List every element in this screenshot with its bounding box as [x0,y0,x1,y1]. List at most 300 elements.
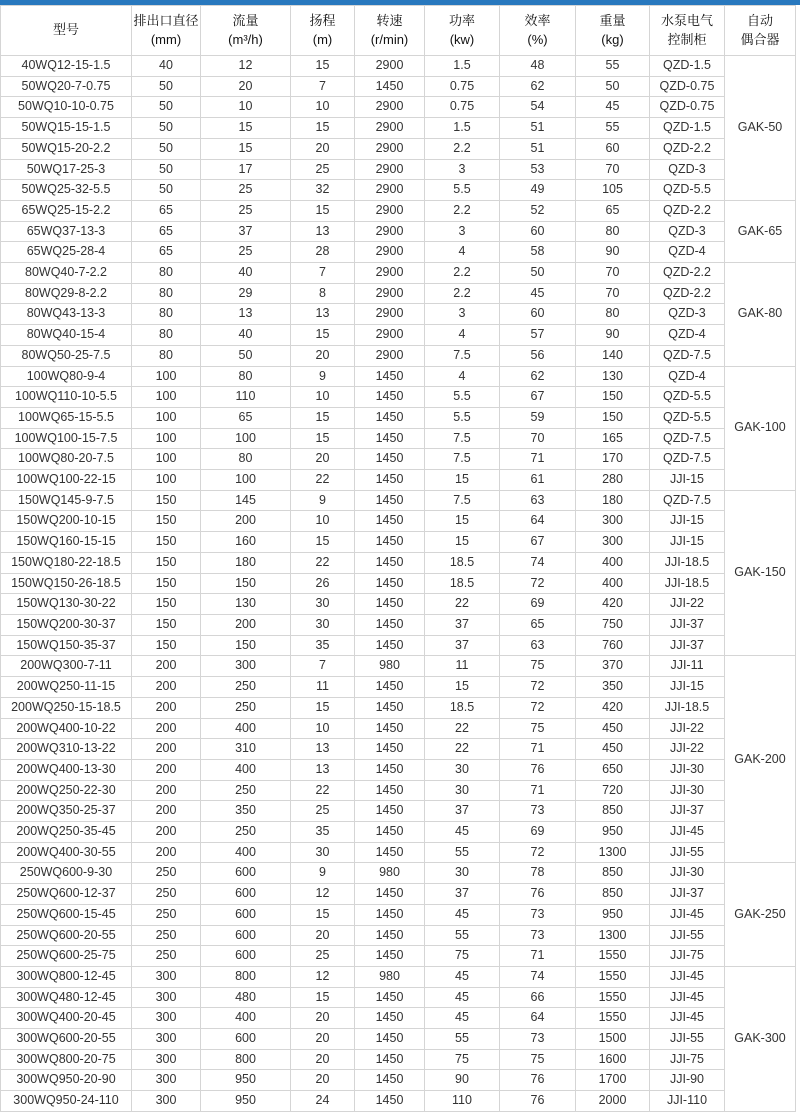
cell-outlet-diameter: 200 [132,697,201,718]
cell-speed: 1450 [355,780,425,801]
cell-power: 3 [425,304,500,325]
cell-model: 300WQ400-20-45 [1,1008,132,1029]
cell-power: 55 [425,842,500,863]
cell-control-cabinet: JJI-22 [650,739,725,760]
cell-model: 200WQ350-25-37 [1,801,132,822]
cell-model: 80WQ43-13-3 [1,304,132,325]
cell-power: 4 [425,325,500,346]
cell-head: 11 [291,677,355,698]
cell-speed: 1450 [355,904,425,925]
cell-flow: 250 [201,780,291,801]
cell-outlet-diameter: 100 [132,387,201,408]
cell-efficiency: 51 [500,138,576,159]
cell-flow: 130 [201,594,291,615]
cell-power: 3 [425,221,500,242]
cell-control-cabinet: QZD-3 [650,304,725,325]
cell-efficiency: 72 [500,697,576,718]
cell-efficiency: 73 [500,1029,576,1050]
cell-head: 13 [291,739,355,760]
col-header-weight [576,6,650,56]
cell-control-cabinet: JJI-30 [650,780,725,801]
cell-speed: 1450 [355,1008,425,1029]
cell-power: 18.5 [425,697,500,718]
cell-efficiency: 50 [500,263,576,284]
cell-head: 10 [291,511,355,532]
cell-control-cabinet: QZD-3 [650,221,725,242]
cell-speed: 980 [355,656,425,677]
cell-speed: 1450 [355,552,425,573]
cell-model: 200WQ400-30-55 [1,842,132,863]
cell-head: 13 [291,221,355,242]
cell-weight: 80 [576,221,650,242]
cell-head: 22 [291,780,355,801]
cell-head: 28 [291,242,355,263]
cell-power: 11 [425,656,500,677]
cell-model: 80WQ40-7-2.2 [1,263,132,284]
cell-efficiency: 69 [500,594,576,615]
cell-efficiency: 71 [500,739,576,760]
table-row [1,118,796,139]
cell-efficiency: 54 [500,97,576,118]
cell-flow: 29 [201,283,291,304]
cell-flow: 600 [201,863,291,884]
cell-efficiency: 49 [500,180,576,201]
cell-power: 30 [425,780,500,801]
cell-speed: 2900 [355,263,425,284]
cell-weight: 350 [576,677,650,698]
cell-power: 90 [425,1070,500,1091]
cell-outlet-diameter: 50 [132,118,201,139]
col-header-outlet-diameter-unit: (mm) [150,31,182,47]
cell-power: 1.5 [425,56,500,77]
cell-speed: 1450 [355,718,425,739]
cell-power: 45 [425,1008,500,1029]
table-row [1,1008,796,1029]
cell-speed: 1450 [355,573,425,594]
cell-weight: 150 [576,387,650,408]
cell-efficiency: 71 [500,946,576,967]
cell-weight: 650 [576,759,650,780]
cell-model: 150WQ150-26-18.5 [1,573,132,594]
cell-outlet-diameter: 150 [132,635,201,656]
cell-efficiency: 56 [500,345,576,366]
cell-weight: 1600 [576,1049,650,1070]
cell-speed: 1450 [355,739,425,760]
cell-efficiency: 65 [500,614,576,635]
cell-outlet-diameter: 200 [132,780,201,801]
cell-efficiency: 76 [500,759,576,780]
cell-weight: 165 [576,428,650,449]
cell-flow: 37 [201,221,291,242]
cell-outlet-diameter: 200 [132,739,201,760]
cell-flow: 480 [201,987,291,1008]
cell-head: 15 [291,904,355,925]
cell-flow: 150 [201,635,291,656]
cell-head: 30 [291,614,355,635]
cell-head: 7 [291,263,355,284]
cell-head: 15 [291,118,355,139]
cell-control-cabinet: QZD-2.2 [650,263,725,284]
cell-outlet-diameter: 300 [132,1029,201,1050]
cell-outlet-diameter: 300 [132,966,201,987]
cell-model: 100WQ100-15-7.5 [1,428,132,449]
table-row [1,635,796,656]
col-header-control-cabinet-unit: 控制柜 [667,31,707,47]
cell-outlet-diameter: 250 [132,925,201,946]
table-row [1,677,796,698]
table-row [1,925,796,946]
table-row [1,138,796,159]
cell-model: 200WQ400-13-30 [1,759,132,780]
cell-power: 30 [425,759,500,780]
cell-speed: 2900 [355,242,425,263]
cell-head: 30 [291,594,355,615]
cell-weight: 1300 [576,842,650,863]
cell-weight: 750 [576,614,650,635]
table-row [1,283,796,304]
cell-flow: 350 [201,801,291,822]
cell-control-cabinet: QZD-7.5 [650,490,725,511]
cell-head: 9 [291,490,355,511]
cell-speed: 1450 [355,1049,425,1070]
cell-control-cabinet: QZD-0.75 [650,76,725,97]
cell-flow: 25 [201,180,291,201]
cell-weight: 105 [576,180,650,201]
cell-coupler-group: GAK-65 [725,200,796,262]
cell-outlet-diameter: 300 [132,1091,201,1112]
cell-head: 20 [291,1008,355,1029]
cell-power: 7.5 [425,449,500,470]
cell-control-cabinet: QZD-4 [650,366,725,387]
cell-flow: 600 [201,925,291,946]
cell-power: 4 [425,242,500,263]
col-header-flow-unit: (m³/h) [228,31,263,47]
cell-efficiency: 72 [500,842,576,863]
cell-control-cabinet: JJI-75 [650,1049,725,1070]
cell-weight: 1550 [576,966,650,987]
cell-efficiency: 63 [500,635,576,656]
col-header-coupler [725,6,796,56]
cell-head: 15 [291,697,355,718]
cell-flow: 600 [201,946,291,967]
cell-flow: 250 [201,697,291,718]
cell-head: 15 [291,56,355,77]
cell-outlet-diameter: 100 [132,407,201,428]
cell-outlet-diameter: 80 [132,325,201,346]
cell-efficiency: 72 [500,677,576,698]
col-header-efficiency-unit: (%) [527,31,548,47]
cell-flow: 150 [201,573,291,594]
cell-model: 50WQ25-32-5.5 [1,180,132,201]
col-header-power [425,6,500,56]
cell-flow: 160 [201,532,291,553]
col-header-coupler-unit: 偶合器 [740,31,780,47]
cell-flow: 950 [201,1070,291,1091]
table-row [1,387,796,408]
cell-control-cabinet: QZD-7.5 [650,428,725,449]
cell-outlet-diameter: 150 [132,573,201,594]
cell-head: 15 [291,325,355,346]
cell-weight: 1550 [576,987,650,1008]
cell-control-cabinet: JJI-15 [650,532,725,553]
cell-control-cabinet: QZD-2.2 [650,138,725,159]
cell-speed: 1450 [355,884,425,905]
cell-speed: 1450 [355,801,425,822]
cell-control-cabinet: JJI-90 [650,1070,725,1091]
cell-efficiency: 53 [500,159,576,180]
cell-speed: 1450 [355,490,425,511]
cell-control-cabinet: JJI-45 [650,966,725,987]
cell-speed: 1450 [355,842,425,863]
cell-flow: 15 [201,138,291,159]
col-header-control-cabinet-label: 水泵电气 [660,13,713,29]
cell-power: 55 [425,1029,500,1050]
cell-head: 20 [291,345,355,366]
cell-efficiency: 45 [500,283,576,304]
cell-weight: 1300 [576,925,650,946]
cell-power: 37 [425,884,500,905]
col-header-coupler-label: 自动 [746,13,773,29]
cell-weight: 420 [576,594,650,615]
cell-head: 30 [291,842,355,863]
table-row [1,1049,796,1070]
cell-speed: 980 [355,966,425,987]
cell-flow: 15 [201,118,291,139]
cell-model: 100WQ65-15-5.5 [1,407,132,428]
table-row [1,718,796,739]
cell-power: 45 [425,987,500,1008]
cell-flow: 100 [201,470,291,491]
cell-speed: 1450 [355,76,425,97]
cell-weight: 760 [576,635,650,656]
cell-power: 2.2 [425,283,500,304]
table-row [1,180,796,201]
cell-speed: 2900 [355,180,425,201]
cell-weight: 850 [576,884,650,905]
table-row [1,656,796,677]
cell-flow: 310 [201,739,291,760]
cell-model: 150WQ160-15-15 [1,532,132,553]
table-row [1,1070,796,1091]
table-row [1,759,796,780]
cell-control-cabinet: JJI-37 [650,801,725,822]
cell-control-cabinet: QZD-3 [650,159,725,180]
cell-efficiency: 61 [500,470,576,491]
cell-outlet-diameter: 150 [132,552,201,573]
cell-model: 250WQ600-15-45 [1,904,132,925]
cell-outlet-diameter: 200 [132,822,201,843]
cell-model: 100WQ80-9-4 [1,366,132,387]
cell-efficiency: 67 [500,532,576,553]
cell-model: 50WQ17-25-3 [1,159,132,180]
cell-efficiency: 63 [500,490,576,511]
cell-weight: 150 [576,407,650,428]
cell-weight: 50 [576,76,650,97]
col-header-speed-unit: (r/min) [370,31,409,47]
cell-speed: 2900 [355,283,425,304]
col-header-head-label: 扬程 [309,13,336,29]
cell-control-cabinet: JJI-45 [650,904,725,925]
cell-efficiency: 62 [500,366,576,387]
cell-weight: 140 [576,345,650,366]
cell-control-cabinet: QZD-2.2 [650,200,725,221]
cell-efficiency: 75 [500,1049,576,1070]
cell-weight: 450 [576,739,650,760]
col-header-power-unit: (kw) [449,31,475,47]
cell-head: 26 [291,573,355,594]
table-header [1,6,796,56]
cell-speed: 1450 [355,635,425,656]
cell-model: 250WQ600-25-75 [1,946,132,967]
cell-speed: 1450 [355,366,425,387]
col-header-speed-label: 转速 [376,13,403,29]
cell-power: 22 [425,594,500,615]
table-row [1,366,796,387]
cell-speed: 1450 [355,1029,425,1050]
cell-efficiency: 74 [500,552,576,573]
cell-speed: 1450 [355,1091,425,1112]
cell-model: 200WQ250-35-45 [1,822,132,843]
cell-head: 35 [291,822,355,843]
cell-speed: 2900 [355,304,425,325]
cell-control-cabinet: QZD-4 [650,325,725,346]
col-header-efficiency-label: 效率 [524,13,551,29]
cell-flow: 40 [201,263,291,284]
table-row [1,345,796,366]
cell-flow: 80 [201,366,291,387]
cell-speed: 2900 [355,200,425,221]
cell-efficiency: 71 [500,449,576,470]
cell-flow: 180 [201,552,291,573]
table-row [1,407,796,428]
cell-speed: 1450 [355,946,425,967]
cell-outlet-diameter: 200 [132,718,201,739]
cell-outlet-diameter: 65 [132,200,201,221]
cell-outlet-diameter: 65 [132,242,201,263]
cell-weight: 2000 [576,1091,650,1112]
table-row [1,200,796,221]
cell-power: 45 [425,966,500,987]
cell-model: 150WQ130-30-22 [1,594,132,615]
cell-control-cabinet: QZD-5.5 [650,387,725,408]
cell-speed: 1450 [355,987,425,1008]
cell-power: 37 [425,801,500,822]
cell-model: 300WQ800-20-75 [1,1049,132,1070]
cell-model: 200WQ250-11-15 [1,677,132,698]
cell-control-cabinet: JJI-11 [650,656,725,677]
cell-flow: 100 [201,428,291,449]
cell-model: 150WQ200-30-37 [1,614,132,635]
cell-control-cabinet: QZD-1.5 [650,118,725,139]
cell-model: 200WQ300-7-11 [1,656,132,677]
cell-coupler-group: GAK-300 [725,966,796,1111]
cell-flow: 300 [201,656,291,677]
cell-head: 9 [291,863,355,884]
cell-weight: 180 [576,490,650,511]
cell-weight: 370 [576,656,650,677]
cell-flow: 20 [201,76,291,97]
cell-power: 2.2 [425,138,500,159]
cell-head: 7 [291,656,355,677]
table-row [1,159,796,180]
cell-efficiency: 75 [500,656,576,677]
table-row [1,490,796,511]
cell-model: 250WQ600-20-55 [1,925,132,946]
cell-efficiency: 62 [500,76,576,97]
cell-weight: 850 [576,801,650,822]
cell-power: 5.5 [425,387,500,408]
cell-model: 200WQ250-22-30 [1,780,132,801]
table-row [1,801,796,822]
cell-model: 300WQ950-20-90 [1,1070,132,1091]
table-row [1,1029,796,1050]
cell-head: 20 [291,925,355,946]
cell-control-cabinet: JJI-55 [650,925,725,946]
cell-control-cabinet: JJI-75 [650,946,725,967]
cell-power: 30 [425,863,500,884]
cell-speed: 1450 [355,697,425,718]
cell-weight: 70 [576,283,650,304]
cell-flow: 400 [201,759,291,780]
cell-power: 0.75 [425,76,500,97]
cell-power: 5.5 [425,180,500,201]
cell-power: 1.5 [425,118,500,139]
cell-coupler-group: GAK-250 [725,863,796,967]
cell-head: 24 [291,1091,355,1112]
cell-efficiency: 75 [500,718,576,739]
cell-power: 15 [425,532,500,553]
cell-weight: 720 [576,780,650,801]
cell-outlet-diameter: 50 [132,76,201,97]
cell-outlet-diameter: 150 [132,511,201,532]
cell-power: 110 [425,1091,500,1112]
cell-weight: 65 [576,200,650,221]
cell-power: 7.5 [425,490,500,511]
cell-coupler-group: GAK-200 [725,656,796,863]
cell-outlet-diameter: 150 [132,532,201,553]
cell-control-cabinet: JJI-18.5 [650,573,725,594]
cell-outlet-diameter: 300 [132,1070,201,1091]
cell-outlet-diameter: 150 [132,490,201,511]
cell-speed: 2900 [355,221,425,242]
cell-efficiency: 60 [500,304,576,325]
cell-power: 5.5 [425,407,500,428]
col-header-outlet-diameter-label: 排出口直径 [133,13,199,29]
cell-flow: 200 [201,614,291,635]
cell-weight: 950 [576,904,650,925]
cell-head: 15 [291,987,355,1008]
table-row [1,946,796,967]
cell-head: 20 [291,1070,355,1091]
table-row [1,573,796,594]
cell-weight: 170 [576,449,650,470]
cell-coupler-group: GAK-100 [725,366,796,490]
table-row [1,511,796,532]
cell-efficiency: 73 [500,801,576,822]
cell-speed: 1450 [355,407,425,428]
cell-head: 8 [291,283,355,304]
cell-control-cabinet: QZD-1.5 [650,56,725,77]
table-body [1,56,796,1112]
cell-control-cabinet: JJI-45 [650,1008,725,1029]
cell-head: 20 [291,138,355,159]
cell-speed: 2900 [355,345,425,366]
cell-flow: 13 [201,304,291,325]
cell-efficiency: 51 [500,118,576,139]
cell-head: 25 [291,159,355,180]
cell-efficiency: 69 [500,822,576,843]
cell-head: 13 [291,759,355,780]
